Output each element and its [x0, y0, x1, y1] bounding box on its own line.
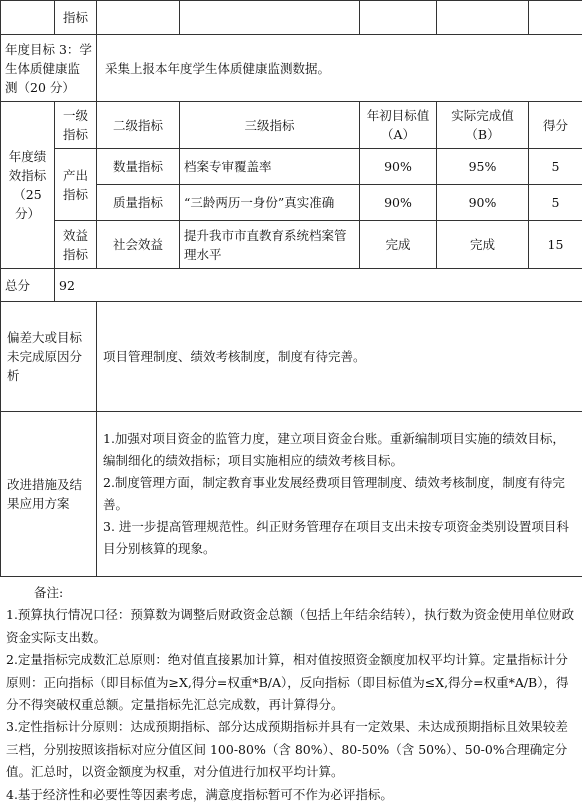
table-row — [1, 302, 582, 412]
notes-section — [0, 582, 576, 806]
row-actual: 90% — [437, 185, 529, 221]
row-level3: 提升我市市直教育系统档案管理水平 — [180, 221, 360, 269]
note-item: 2.定量指标完成数汇总原则：绝对值直接累加计算，相对值按照资金额度加权平均计算。定量指标计分原则：正向指标（即目标值为≥X,得分=权重*B/A），反向指标（即目标值为≤X,得分=权重*A/B），得分不得突破权重总额。定量指标先汇总完成数，再计算得分。 — [6, 652, 569, 713]
annual-goal3-content: 采集上报本年度学生体质健康监测数据。 — [97, 35, 582, 102]
note-item: 3.定性指标计分原则：达成预期指标、部分达成预期指标并具有一定效果、未达成预期指标且效果较差三档，分别按照该指标对应分值区间 100-80%（含 80%）、80-50%（含 50%）、50-0%合理确定分值。汇总时，以资金额度为权重，对分值进行加权平均计算。 — [6, 719, 568, 780]
header-score: 得分 — [529, 102, 582, 149]
note-item: 4.基于经济性和必要性等因素考虑，满意度指标暂可不作为必评指标。 — [6, 786, 393, 802]
row-level1: 效益指标 — [55, 221, 97, 269]
table-row — [1, 269, 582, 302]
note-item: 1.预算执行情况口径：预算数为调整后财政资金总额（包括上年结余结转），执行数为资金使用单位财政资金实际支出数。 — [6, 607, 575, 645]
annual-goal3-label: 年度目标 3：学生体质健康监测（20 分） — [1, 35, 97, 102]
notes-title: 备注: — [34, 585, 64, 600]
improve-item: 1.加强对项目资金的监管力度，建立项目资金台账。重新编制项目实施的绩效目标，编制细化的绩效指标；项目实施相应的绩效考核目标。 — [103, 431, 565, 468]
row-target: 90% — [360, 149, 437, 185]
improve-item: 2.制度管理方面，制定教育事业发展经费项目管理制度、绩效考核制度，制度有待完善。 — [103, 475, 565, 512]
perf-label: 年度绩效指标（25分） — [1, 102, 55, 269]
row-score: 5 — [529, 185, 582, 221]
total-value: 92 — [55, 269, 582, 302]
row-target: 90% — [360, 185, 437, 221]
row-score: 5 — [529, 149, 582, 185]
total-label: 总分 — [1, 269, 55, 302]
table-row — [1, 1, 582, 35]
table-row — [1, 412, 582, 577]
row-level3: 档案专审覆盖率 — [180, 149, 360, 185]
row-level2: 社会效益 — [97, 221, 180, 269]
row-level2: 数量指标 — [97, 149, 180, 185]
header-target: 年初目标值（A） — [360, 102, 437, 149]
deviation-label: 偏差大或目标未完成原因分析 — [1, 302, 97, 412]
table-row — [1, 102, 582, 149]
table-row — [1, 149, 582, 185]
improve-label: 改进措施及结果应用方案 — [1, 412, 97, 577]
row-level1: 产出指标 — [55, 149, 97, 221]
row-actual: 95% — [437, 149, 529, 185]
header-level1: 一级指标 — [55, 102, 97, 149]
row-level3: “三龄两历一身份”真实准确 — [180, 185, 360, 221]
row-actual: 完成 — [437, 221, 529, 269]
header-actual: 实际完成值（B） — [437, 102, 529, 149]
improve-content — [97, 412, 582, 577]
header-level3: 三级指标 — [180, 102, 360, 149]
table-row — [1, 221, 582, 269]
top-indicator-label: 指标 — [55, 1, 97, 35]
deviation-content: 项目管理制度、绩效考核制度，制度有待完善。 — [97, 302, 582, 412]
header-level2: 二级指标 — [97, 102, 180, 149]
improve-item: 3. 进一步提高管理规范性。纠正财务管理存在项目支出未按专项资金类别设置项目科目分别核算的现象。 — [103, 519, 569, 556]
row-level2: 质量指标 — [97, 185, 180, 221]
row-target: 完成 — [360, 221, 437, 269]
table-row — [1, 35, 582, 102]
row-score: 15 — [529, 221, 582, 269]
